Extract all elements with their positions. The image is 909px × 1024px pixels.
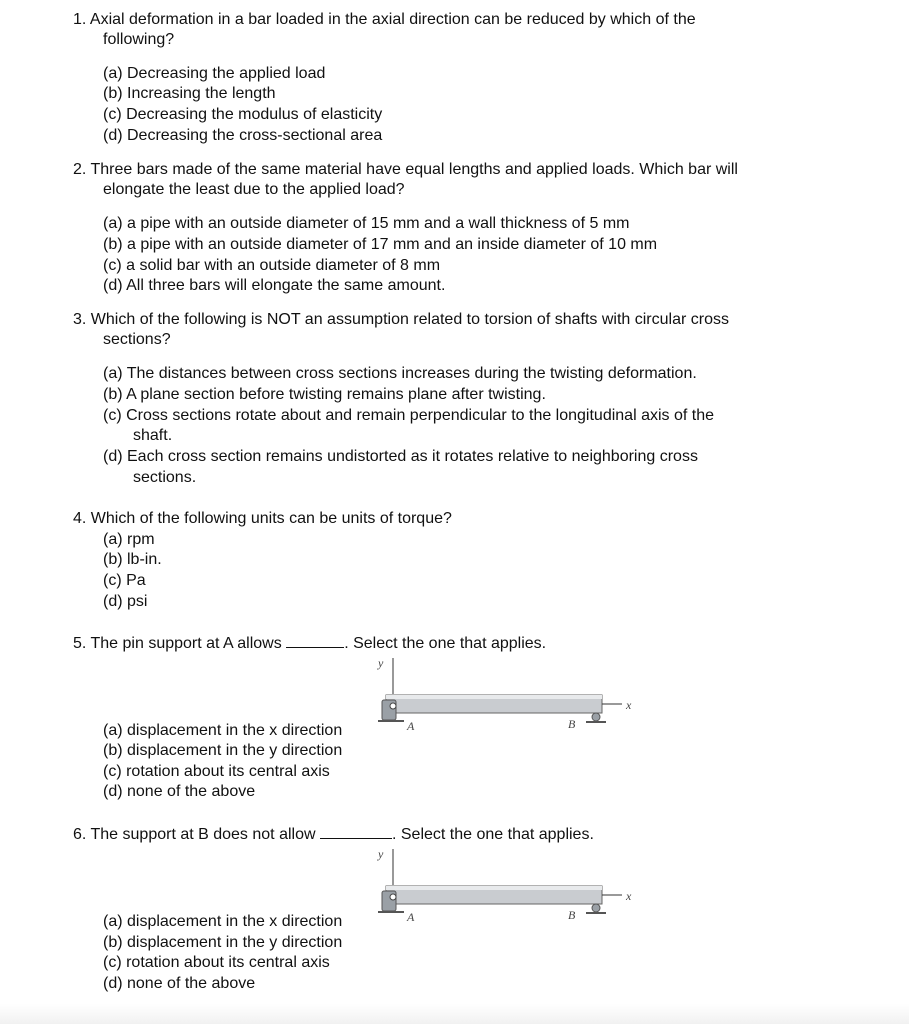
roller-support-b [592,713,600,721]
q3-option-d-cont: sections. [133,469,197,486]
y-axis-label: y [378,847,384,861]
q2-stem-cont: elongate the least due to the applied load? [103,181,405,198]
q4-stem: 4. Which of the following units can be units of torque? [73,510,452,527]
q1-option-d: (d) Decreasing the cross-sectional area [103,127,383,144]
q2-option-c: (c) a solid bar with an outside diameter of 8 mm [103,257,441,274]
x-axis-label: x [626,889,632,903]
q1-stem: 1. Axial deformation in a bar loaded in the axial direction can be reduced by which of the [73,11,696,28]
q3-stem-cont: sections? [103,331,171,348]
q1-option-a: (a) Decreasing the applied load [103,65,326,82]
q5-answer-blank [286,633,344,648]
q3-option-c-cont: shaft. [133,427,173,444]
q3-option-a: (a) The distances between cross sections increases during the twisting deformation. [103,365,697,382]
q6-option-c: (c) rotation about its central axis [103,954,330,971]
q3-option-b: (b) A plane section before twisting remains plane after twisting. [103,386,546,403]
q5-option-d: (d) none of the above [103,783,256,800]
beam-highlight [386,886,602,890]
q6-option-d: (d) none of the above [103,975,256,992]
pin-icon [390,894,396,900]
q6-stem [73,824,594,845]
support-b-label: B [568,908,576,922]
q5-stem [73,633,546,654]
q6-stem-start: 6. The support at B does not allow [73,826,316,843]
q4-option-c: (c) Pa [103,572,146,589]
q3-option-d: (d) Each cross section remains undistorted as it rotates relative to neighboring cross [103,448,698,465]
q5-option-b: (b) displacement in the y direction [103,742,343,759]
q5-option-c: (c) rotation about its central axis [103,763,330,780]
q2-stem: 2. Three bars made of the same material have equal lengths and applied loads. Which bar will [73,161,738,178]
roller-support-b [592,904,600,912]
q1-stem-cont: following? [103,31,175,48]
q1-option-b: (b) Increasing the length [103,85,276,102]
q6-option-a: (a) displacement in the x direction [103,913,343,930]
q3-stem: 3. Which of the following is NOT an assumption related to torsion of shafts with circular cross [73,311,729,328]
q6-stem-end: . Select the one that applies. [391,826,594,843]
y-axis-label: y [378,656,384,670]
q5-beam-diagram [370,654,650,734]
support-b-label: B [568,717,576,731]
q4-option-a: (a) rpm [103,531,155,548]
q2-option-a: (a) a pipe with an outside diameter of 15 mm and a wall thickness of 5 mm [103,215,630,232]
x-axis-label: x [626,698,632,712]
q3-option-c: (c) Cross sections rotate about and remain perpendicular to the longitudinal axis of the [103,407,715,424]
q5-option-a: (a) displacement in the x direction [103,722,343,739]
support-a-label: A [407,719,415,733]
q2-option-b: (b) a pipe with an outside diameter of 17 mm and an inside diameter of 10 mm [103,236,658,253]
pin-icon [390,703,396,709]
q5-stem-start: 5. The pin support at A allows [73,635,282,652]
q6-answer-blank [320,824,392,839]
beam-highlight [386,695,602,699]
q4-option-d: (d) psi [103,593,148,610]
q5-stem-end: . Select the one that applies. [344,635,547,652]
q2-option-d: (d) All three bars will elongate the same amount. [103,277,446,294]
support-a-label: A [407,910,415,924]
q6-option-b: (b) displacement in the y direction [103,934,343,951]
q4-option-b: (b) lb-in. [103,551,162,568]
page-bottom-edge [0,1004,909,1024]
q1-option-c: (c) Decreasing the modulus of elasticity [103,106,383,123]
q6-beam-diagram [370,845,650,925]
